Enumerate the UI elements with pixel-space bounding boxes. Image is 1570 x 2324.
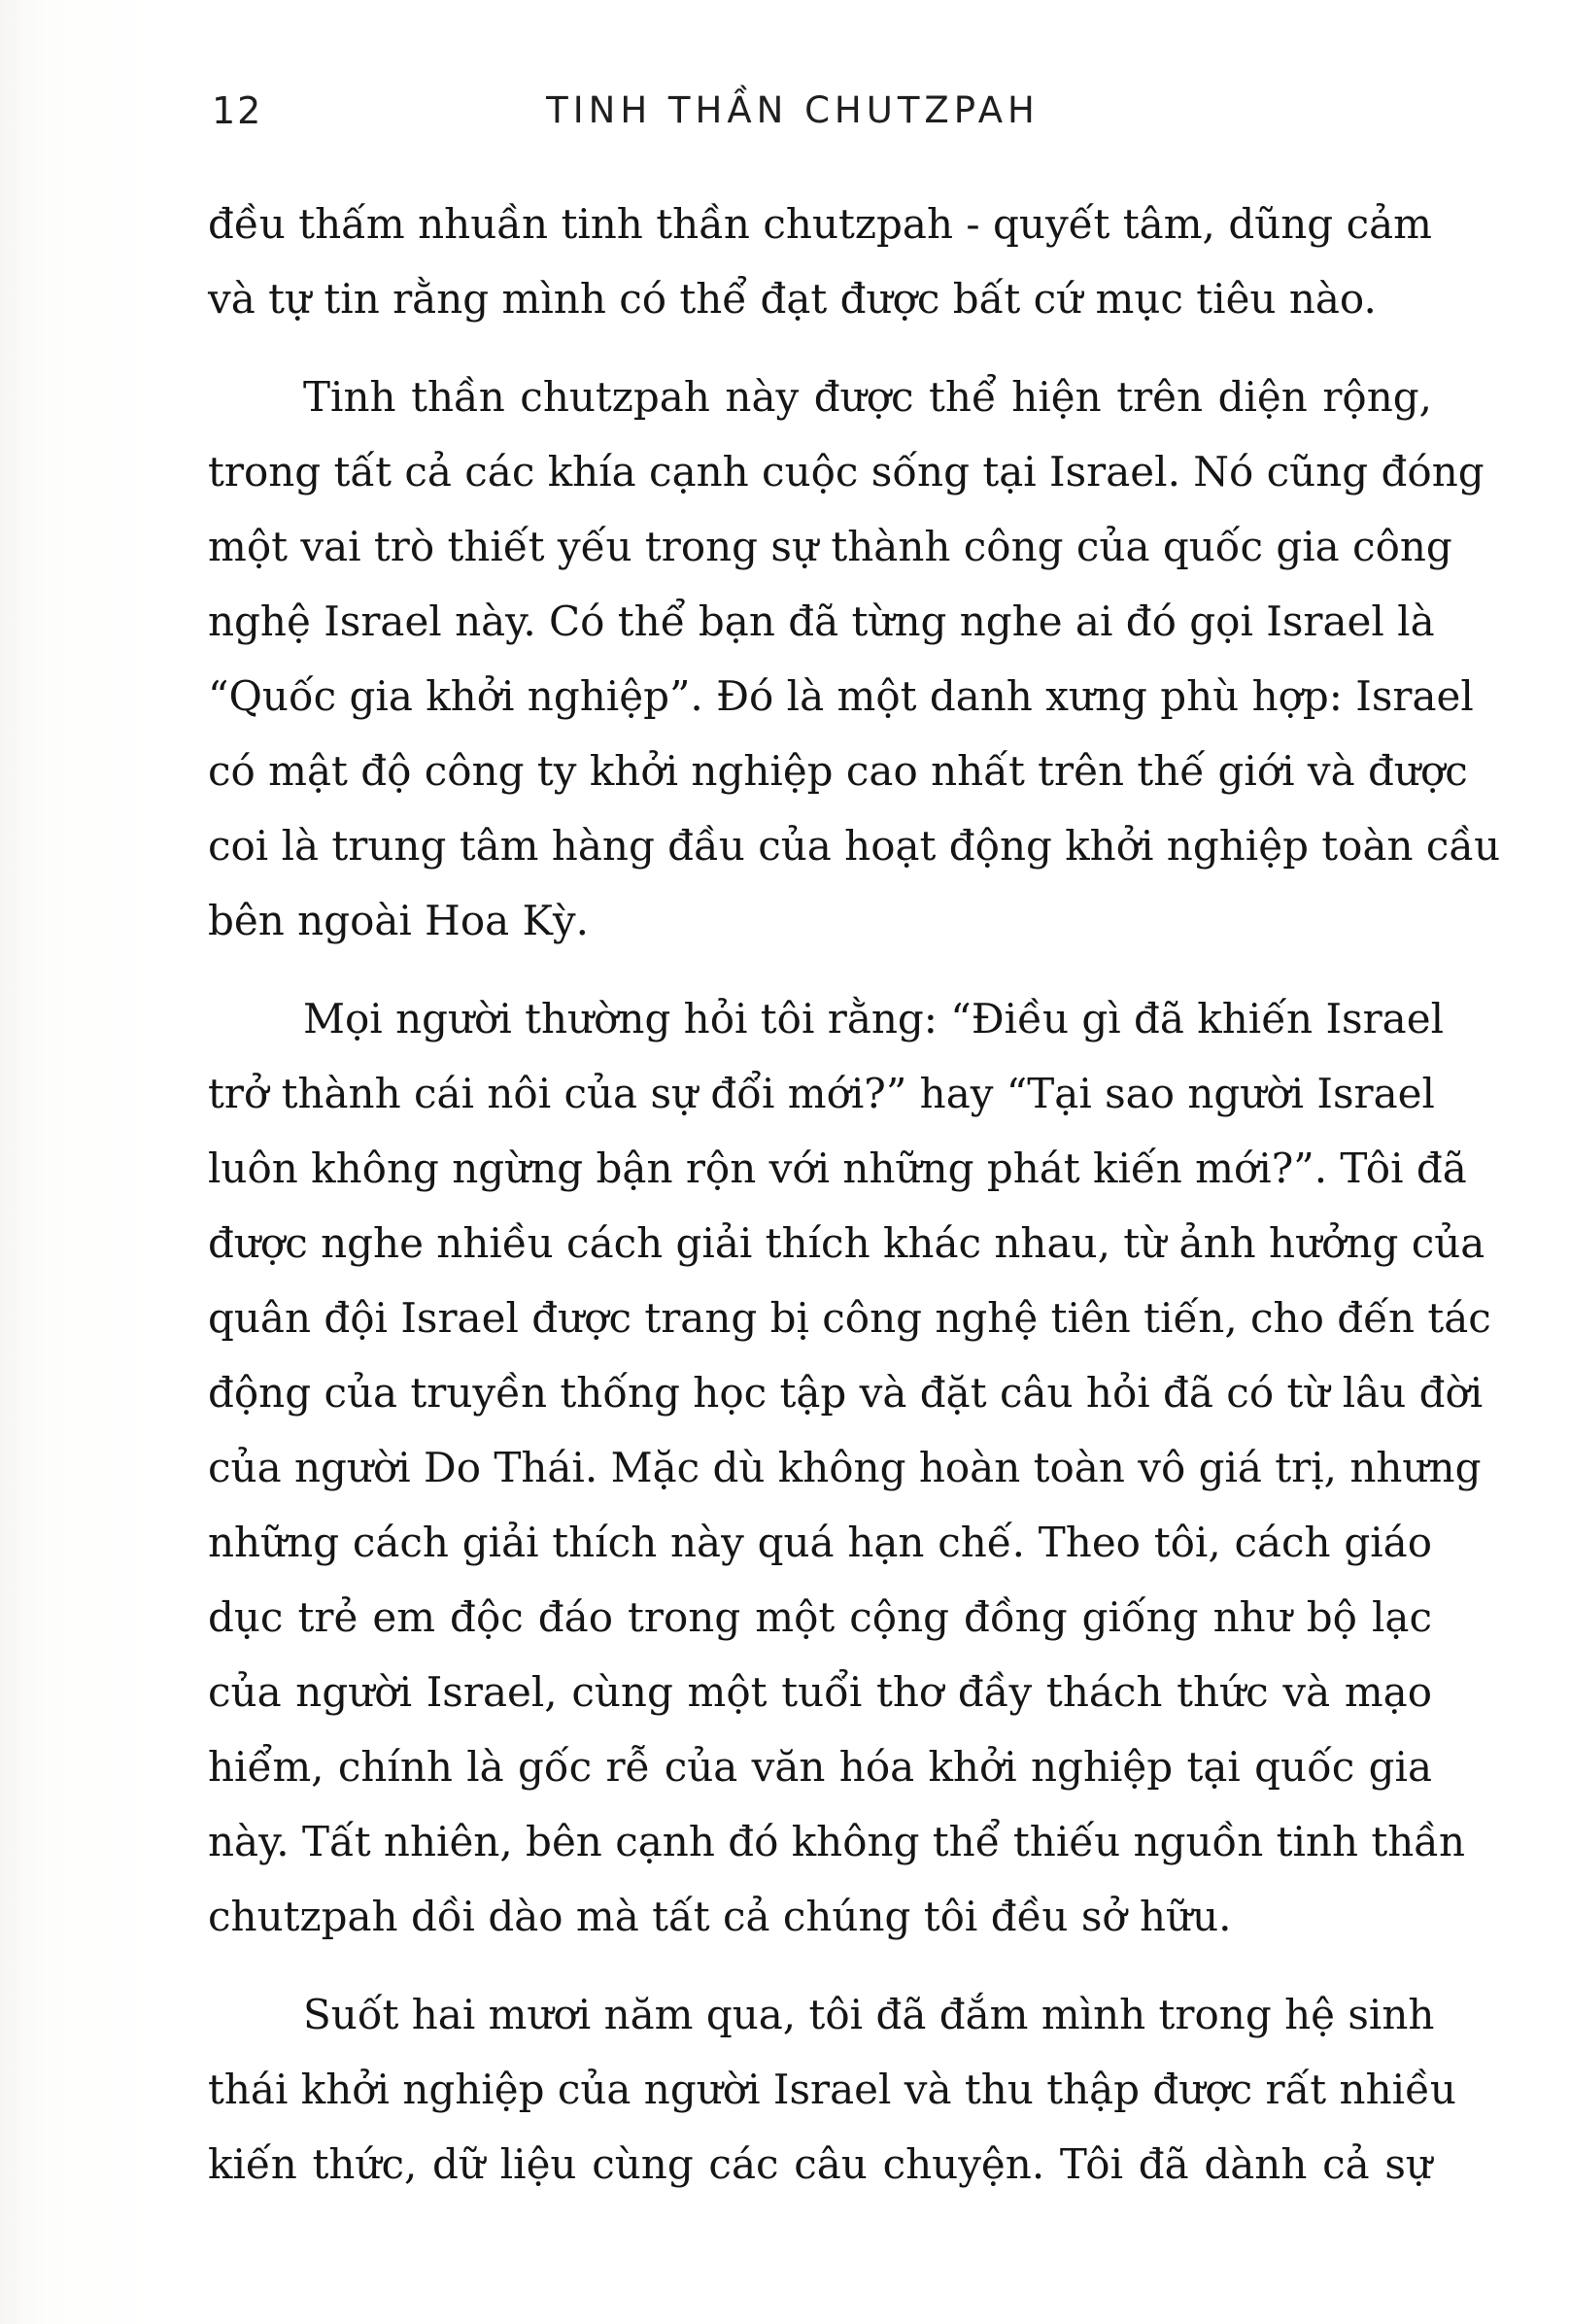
page-header [0, 89, 1570, 148]
text-line: dục trẻ em độc đáo trong một cộng đồng giống như bộ lạc [208, 1593, 1432, 1641]
text-line: hiểm, chính là gốc rễ của văn hóa khởi nghiệp tại quốc gia [208, 1743, 1432, 1791]
text-line: coi là trung tâm hàng đầu của hoạt động khởi nghiệp toàn cầu [208, 822, 1501, 870]
running-title: TINH THẦN CHUTZPAH [546, 89, 1040, 131]
text-line: Mọi người thường hỏi tôi rằng: “Điều gì đã khiến Israel [303, 995, 1445, 1042]
text-line: thái khởi nghiệp của người Israel và thu thập được rất nhiều [208, 2066, 1456, 2113]
paragraph-2 [208, 359, 1501, 958]
text-line: Tinh thần chutzpah này được thể hiện trên diện rộng, [303, 373, 1432, 421]
text-line: và tự tin rằng mình có thể đạt được bất cứ mục tiêu nào. [208, 275, 1377, 323]
text-line: chutzpah dồi dào mà tất cả chúng tôi đều sở hữu. [208, 1893, 1232, 1940]
text-line: động của truyền thống học tập và đặt câu hỏi đã có từ lâu đời [208, 1369, 1484, 1417]
text-line: của người Israel, cùng một tuổi thơ đầy thách thức và mạo [208, 1668, 1432, 1716]
text-line: được nghe nhiều cách giải thích khác nhau, từ ảnh hưởng của [208, 1219, 1485, 1267]
paragraph-3 [208, 981, 1491, 1954]
text-line: những cách giải thích này quá hạn chế. Theo tôi, cách giáo [208, 1519, 1432, 1566]
text-line: một vai trò thiết yếu trong sự thành công của quốc gia công [208, 523, 1452, 570]
text-line: bên ngoài Hoa Kỳ. [208, 897, 589, 944]
text-line: này. Tất nhiên, bên cạnh đó không thể thiếu nguồn tinh thần [208, 1818, 1466, 1865]
text-line: trở thành cái nôi của sự đổi mới?” hay “Tại sao người Israel [208, 1070, 1435, 1117]
text-line: của người Do Thái. Mặc dù không hoàn toàn vô giá trị, nhưng [208, 1444, 1482, 1491]
page-number: 12 [212, 89, 263, 132]
body-text [208, 187, 1501, 2225]
text-line: trong tất cả các khía cạnh cuộc sống tại Israel. Nó cũng đóng [208, 448, 1485, 496]
paragraph-1 [208, 187, 1432, 336]
text-line: Suốt hai mươi năm qua, tôi đã đắm mình trong hệ sinh [303, 1991, 1435, 2038]
text-line: quân đội Israel được trang bị công nghệ tiên tiến, cho đến tác [208, 1294, 1491, 1342]
text-line: kiến thức, dữ liệu cùng các câu chuyện. Tôi đã dành cả sự [208, 2140, 1432, 2188]
text-line: nghệ Israel này. Có thể bạn đã từng nghe ai đó gọi Israel là [208, 598, 1435, 645]
text-line: “Quốc gia khởi nghiệp”. Đó là một danh xưng phù hợp: Israel [208, 672, 1474, 720]
text-line: có mật độ công ty khởi nghiệp cao nhất trên thế giới và được [208, 747, 1468, 795]
text-line: đều thấm nhuần tinh thần chutzpah - quyết tâm, dũng cảm [208, 200, 1432, 248]
paragraph-4 [208, 1977, 1456, 2202]
text-line: luôn không ngừng bận rộn với những phát kiến mới?”. Tôi đã [208, 1145, 1467, 1192]
